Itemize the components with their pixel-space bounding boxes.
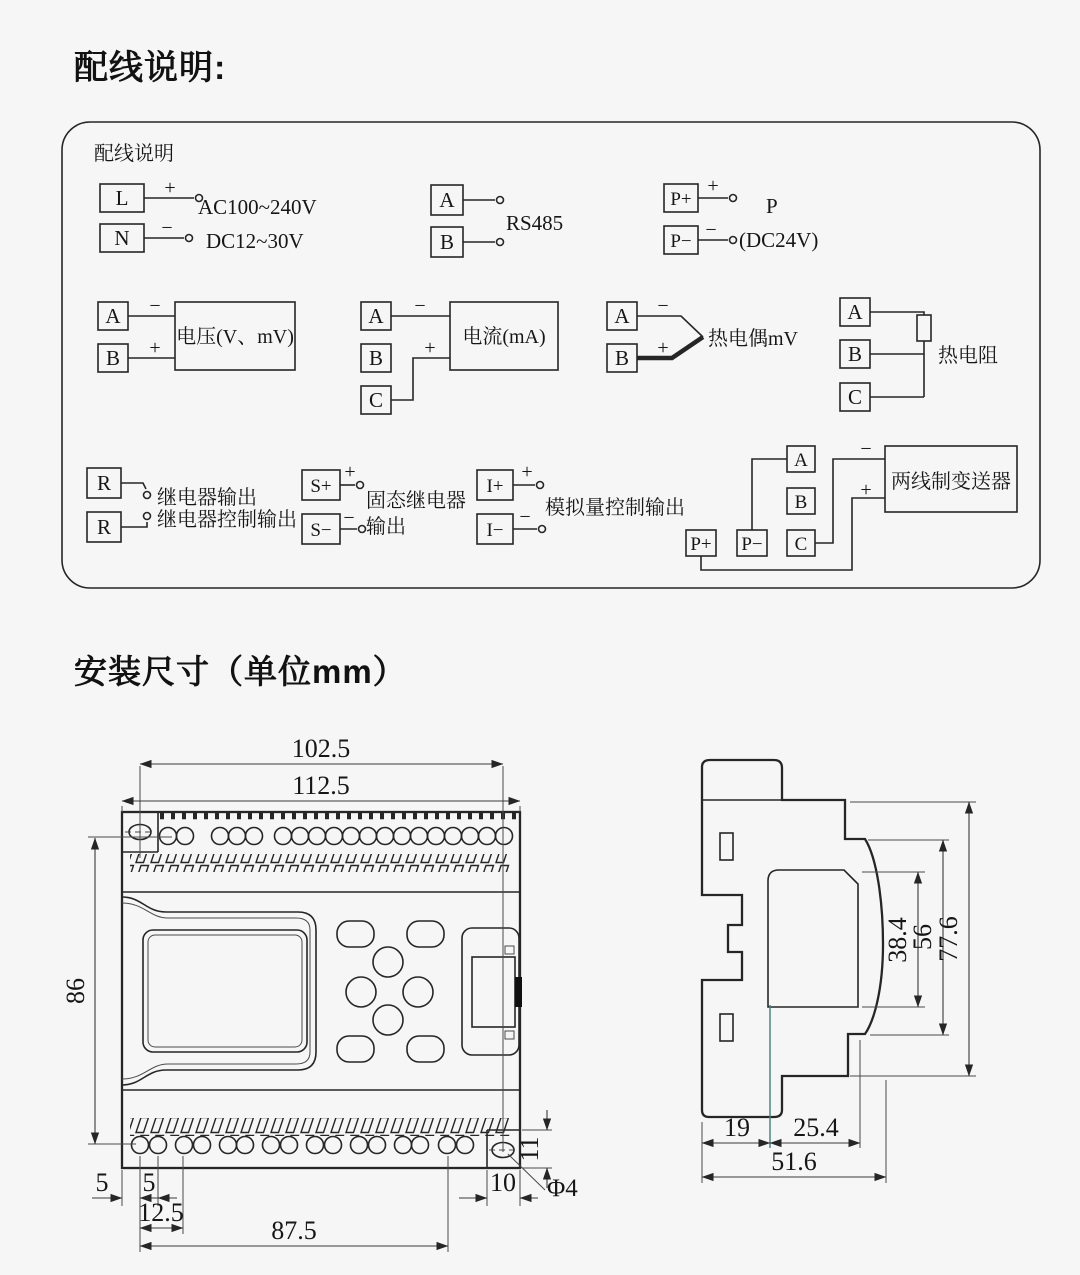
key-top-right (407, 921, 444, 947)
top-vent-zigzag (130, 854, 510, 872)
terminal-label-B: B (847, 342, 863, 366)
power-wires (144, 195, 203, 242)
aux-minus-mark: − (705, 219, 717, 241)
din-clip-top (720, 833, 733, 860)
terminal-label-P-: P− (741, 534, 763, 555)
ssr-label-line1: 固态继电器 (366, 490, 466, 512)
power-dc-label: DC12~30V (206, 229, 304, 253)
ssr-minus-mark: − (343, 507, 355, 529)
analog-label: 模拟量控制输出 (545, 497, 685, 519)
terminal-label-B: B (105, 346, 121, 370)
aux-p-label: P (766, 194, 778, 218)
key-bottom-right (407, 1036, 444, 1062)
terminal-label-I+: I+ (486, 476, 504, 497)
tc-label: 热电偶mV (708, 328, 798, 350)
terminal-label-A: A (368, 304, 384, 328)
rs485-group (431, 185, 563, 257)
transmitter-label: 两线制变送器 (891, 471, 1011, 493)
dim-5-pitch: 5 (142, 1168, 156, 1197)
aux-wires (698, 195, 737, 244)
tx-plus-mark: + (860, 479, 872, 501)
current-wires (391, 316, 450, 400)
dim-19: 19 (724, 1113, 750, 1142)
top-terminal-holes (160, 828, 513, 845)
wiring-section-title: 配线说明: (74, 49, 227, 87)
voltage-label: 电压(V、mV) (176, 326, 294, 348)
keypad (337, 921, 444, 1062)
key-up (373, 947, 403, 977)
terminal-label-S-: S− (310, 520, 332, 541)
dim-11: 11 (515, 1136, 544, 1162)
terminal-label-A: A (439, 188, 455, 212)
dim-112-5: 112.5 (292, 771, 350, 800)
key-right (403, 977, 433, 1007)
terminal-label-B: B (614, 346, 630, 370)
terminal-label-A: A (105, 304, 121, 328)
key-bottom-left (337, 1036, 374, 1062)
terminal-label-B: B (439, 230, 455, 254)
terminal-cover (768, 870, 858, 1007)
side-view (702, 760, 883, 1117)
terminal-label-C: C (794, 534, 808, 555)
terminal-label-I-: I− (486, 520, 504, 541)
terminal-label-C: C (368, 388, 384, 412)
power-minus-mark: − (161, 217, 173, 239)
dim-77-6: 77.6 (934, 916, 963, 962)
rtd-group (840, 298, 998, 411)
key-top-left (337, 921, 374, 947)
dim-87-5: 87.5 (271, 1216, 317, 1245)
relay-output-label: 继电器输出 (157, 487, 257, 509)
terminal-label-B: B (368, 346, 384, 370)
key-down (373, 1005, 403, 1035)
dim-phi4: Φ4 (547, 1175, 578, 1202)
rs485-label: RS485 (506, 211, 564, 235)
analog-minus-mark: − (519, 506, 531, 528)
voltage-group (98, 295, 295, 372)
dim-56: 56 (908, 924, 937, 950)
relay-control-label: 继电器控制输出 (157, 509, 297, 531)
tx-minus-mark: − (860, 438, 872, 460)
power-group (100, 177, 317, 253)
terminal-label-P+: P+ (690, 534, 712, 555)
dim-5-edge: 5 (95, 1168, 109, 1197)
terminal-label-S+: S+ (310, 476, 332, 497)
side-profile (702, 760, 883, 1117)
current-plus-mark: + (424, 337, 436, 359)
aux-power-group (664, 175, 818, 254)
power-plus-mark: + (164, 177, 176, 199)
dim-10: 10 (490, 1168, 516, 1197)
connector-slot (515, 977, 522, 1007)
key-left (346, 977, 376, 1007)
dim-38-4: 38.4 (883, 917, 912, 963)
rtd-wires (870, 312, 931, 397)
front-panel-bezel (122, 892, 520, 1090)
mounting-section-title: 安装尺寸（单位mm） (74, 653, 407, 690)
terminal-label-B: B (794, 492, 808, 513)
terminal-label-P-: P− (670, 231, 692, 252)
terminal-label-R2: R (96, 515, 112, 539)
current-group (361, 295, 558, 414)
analog-plus-mark: + (521, 461, 533, 483)
ssr-label-line2: 输出 (366, 516, 406, 538)
current-minus-mark: − (414, 295, 426, 317)
relay-wires (121, 483, 151, 527)
rs485-wires (463, 197, 504, 246)
wiring-panel-label: 配线说明 (94, 143, 174, 165)
current-label: 电流(mA) (462, 326, 546, 348)
terminal-label-A: A (847, 300, 863, 324)
display (143, 930, 307, 1052)
bottom-vent-zigzag (130, 1118, 510, 1136)
terminal-label-C: C (847, 385, 863, 409)
din-clip-bottom (720, 1014, 733, 1041)
transmitter-group (686, 438, 1017, 570)
dim-12-5: 12.5 (138, 1198, 184, 1227)
tc-plus-mark: + (657, 337, 669, 359)
voltage-minus-mark: − (149, 295, 161, 317)
terminal-label-A: A (614, 304, 630, 328)
voltage-plus-mark: + (149, 337, 161, 359)
terminal-label-P+: P+ (670, 189, 692, 210)
tc-minus-mark: − (657, 295, 669, 317)
resistor-symbol (917, 315, 931, 341)
dim-102-5: 102.5 (291, 734, 351, 763)
ssr-group (302, 461, 466, 544)
thermocouple-group (607, 295, 799, 372)
aux-dc24-label: (DC24V) (739, 228, 819, 252)
terminal-label-R1: R (96, 471, 112, 495)
terminal-label-L: L (115, 186, 129, 210)
rtd-label: 热电阻 (938, 345, 998, 367)
front-view (122, 812, 522, 1168)
terminal-label-N: N (114, 226, 130, 250)
bottom-terminal-holes (132, 1137, 474, 1154)
thermocouple-wires (637, 316, 703, 358)
side-view-dimensions (702, 802, 976, 1183)
power-ac-label: AC100~240V (198, 195, 317, 219)
dim-25-4: 25.4 (793, 1113, 839, 1142)
ssr-plus-mark: + (344, 461, 356, 483)
aux-plus-mark: + (707, 175, 719, 197)
relay-group (87, 468, 297, 542)
side-connector (462, 928, 522, 1055)
terminal-label-A: A (794, 450, 808, 471)
analog-output-group (477, 461, 685, 544)
dim-86: 86 (61, 978, 90, 1004)
dim-51-6: 51.6 (771, 1147, 817, 1176)
